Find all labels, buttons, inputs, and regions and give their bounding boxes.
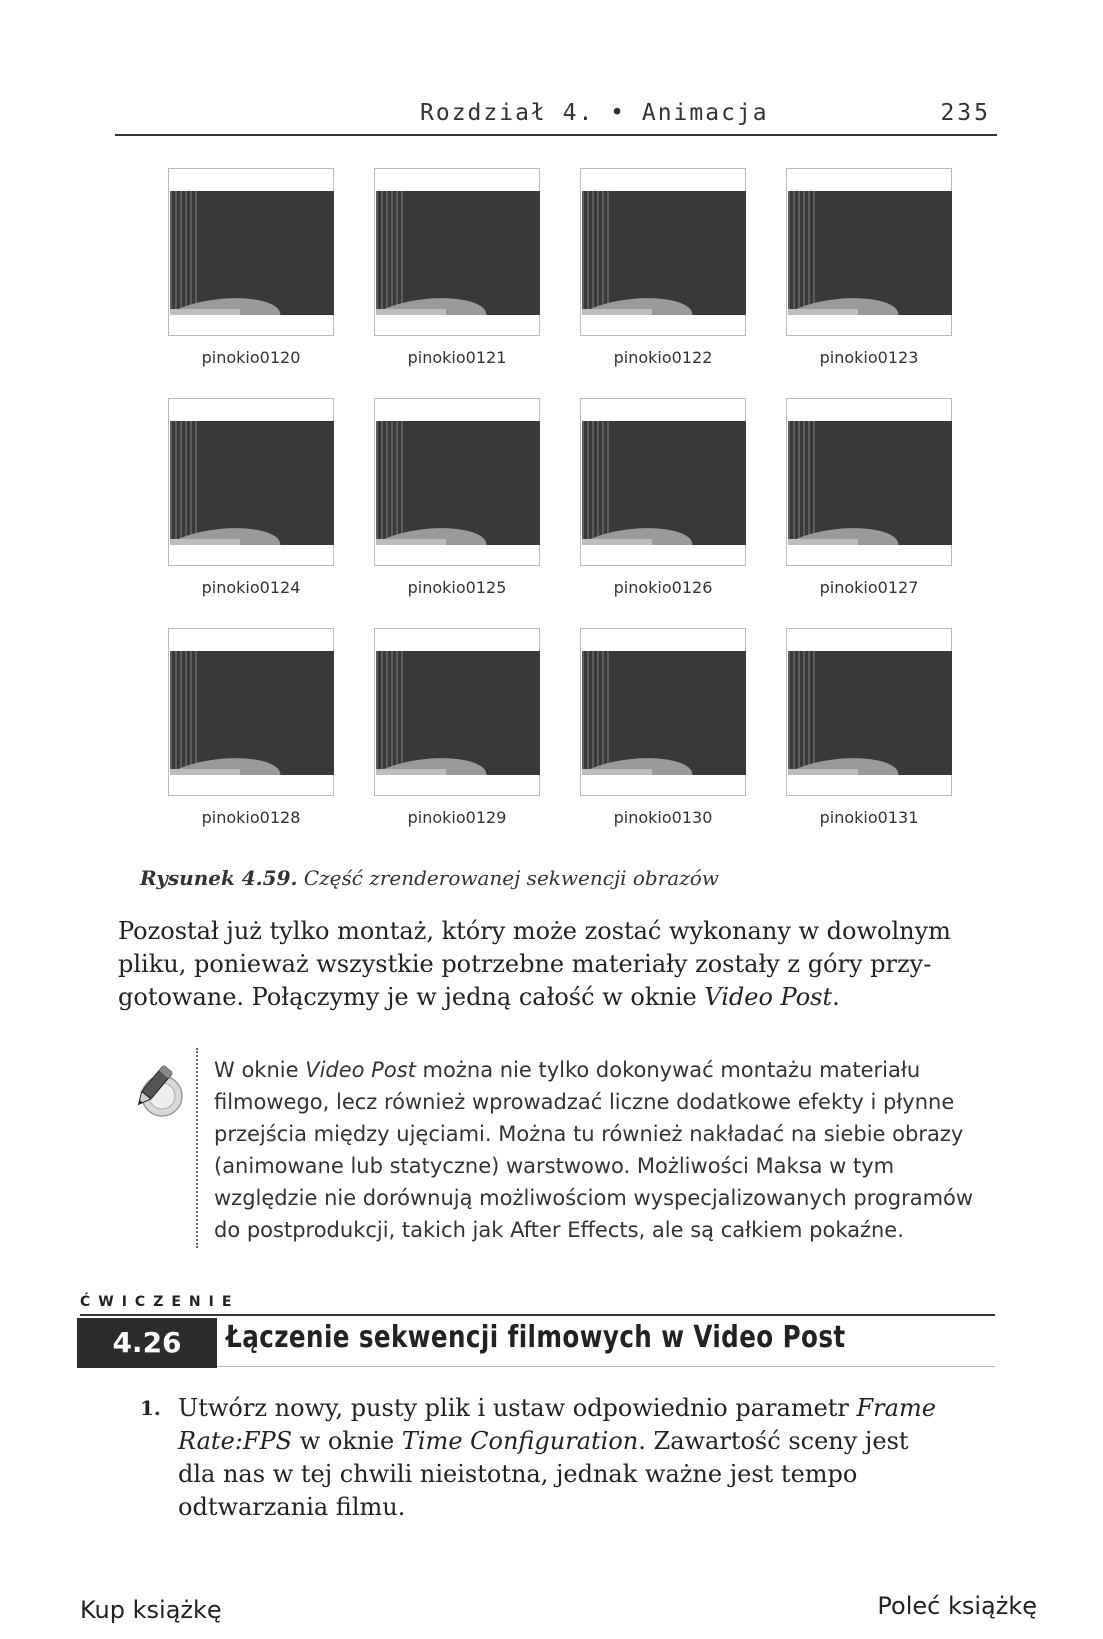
frame-label: pinokio0127: [819, 578, 919, 597]
frame-label: pinokio0130: [613, 808, 713, 827]
rendered-image: [582, 421, 746, 545]
page-number: 235: [940, 100, 991, 126]
frame-thumbnail: [786, 398, 952, 566]
image-detail: [376, 191, 406, 315]
image-detail: [582, 539, 652, 545]
rendered-image: [170, 421, 334, 545]
paragraph-line: [118, 981, 998, 1014]
image-detail: [376, 309, 446, 315]
exercise-title-underline: [217, 1366, 995, 1367]
image-detail: [582, 651, 612, 775]
exercise-rule: [80, 1314, 995, 1316]
exercise-number-box: [77, 1318, 217, 1368]
frame-label: pinokio0131: [819, 808, 919, 827]
image-detail: [788, 309, 858, 315]
rendered-image: [170, 651, 334, 775]
paragraph-line: Pozostał już tylko montaż, który może zostać wykonany w dowolnym: [118, 917, 951, 945]
chapter-title: Rozdział 4. • Animacja: [420, 100, 769, 126]
image-detail: [582, 191, 612, 315]
frame-thumbnail: [168, 168, 334, 336]
note-line: do postprodukcji, takich jak After Effects, ale są całkiem pokaźne.: [214, 1218, 904, 1242]
image-detail: [376, 769, 446, 775]
frame-label: pinokio0120: [201, 348, 301, 367]
step-line: [178, 1425, 978, 1458]
paragraph-text: gotowane. Połączymy je w jedną całość w oknie: [118, 983, 705, 1011]
frame-thumbnail: [580, 168, 746, 336]
image-detail: [788, 539, 858, 545]
frame-label: pinokio0122: [613, 348, 713, 367]
frame-thumbnail: [580, 628, 746, 796]
body-paragraph: [118, 915, 998, 1014]
frame-label: pinokio0123: [819, 348, 919, 367]
video-post-term: Video Post: [704, 983, 833, 1011]
note-line: przejścia między ujęciami. Można tu również nakładać na siebie obrazy: [214, 1122, 964, 1146]
image-detail: [170, 309, 240, 315]
frame-thumbnail: [168, 398, 334, 566]
rendered-image: [582, 191, 746, 315]
image-detail: [376, 539, 446, 545]
image-detail: [170, 651, 200, 775]
step-line: dla nas w tej chwili nieistotna, jednak ważne jest tempo: [178, 1460, 858, 1488]
step-text-span: Utwórz nowy, pusty plik i ustaw odpowiednio parametr: [178, 1394, 857, 1422]
rendered-image: [582, 651, 746, 775]
note-line: filmowego, lecz również wprowadzać liczne dodatkowe efekty i płynne: [214, 1090, 955, 1114]
frame-thumbnail: [786, 628, 952, 796]
image-detail: [170, 421, 200, 545]
rate-fps-term: Rate:FPS: [178, 1427, 293, 1455]
frame-thumbnail: [580, 398, 746, 566]
step-line: [178, 1392, 978, 1425]
note-line: [214, 1054, 996, 1086]
note-line: względzie nie dorównują możliwościom wyspecjalizowanych programów: [214, 1186, 974, 1210]
frame-label: pinokio0121: [407, 348, 507, 367]
rendered-image: [376, 651, 540, 775]
note-line: (animowane lub statyczne) warstwowo. Możliwości Maksa w tym: [214, 1154, 895, 1178]
image-detail: [170, 539, 240, 545]
frame-term: Frame: [856, 1394, 936, 1422]
image-detail: [582, 769, 652, 775]
image-detail: [170, 191, 200, 315]
exercise-number: 4.26: [112, 1326, 182, 1359]
note-text: [214, 1054, 996, 1246]
rendered-image: [788, 421, 952, 545]
frame-thumbnail: [374, 628, 540, 796]
paragraph-line: pliku, ponieważ wszystkie potrzebne materiały zostały z góry przy-: [118, 950, 932, 978]
buy-book-link[interactable]: Kup książkę: [80, 1596, 222, 1624]
image-detail: [376, 651, 406, 775]
frame-thumbnail: [374, 398, 540, 566]
figure-caption: [140, 866, 719, 890]
rendered-image: [376, 421, 540, 545]
step-text-span: w oknie: [292, 1427, 402, 1455]
frame-thumbnail: [168, 628, 334, 796]
caption-text: Część zrenderowanej sekwencji obrazów: [303, 866, 719, 890]
frame-label: pinokio0128: [201, 808, 301, 827]
note-text-span: W oknie: [214, 1058, 306, 1082]
paragraph-text: .: [832, 983, 840, 1011]
time-configuration-term: Time Configuration: [401, 1427, 639, 1455]
exercise-title: Łączenie sekwencji filmowych w Video Post: [226, 1320, 846, 1355]
caption-number: Rysunek 4.59.: [140, 866, 298, 890]
pencil-note-icon: [128, 1060, 186, 1118]
step-text-span: . Zawartość sceny jest: [638, 1427, 909, 1455]
image-detail: [170, 769, 240, 775]
note-text-span: można nie tylko dokonywać montażu materiału: [415, 1058, 921, 1082]
step-text: [178, 1392, 978, 1524]
image-detail: [788, 421, 818, 545]
rendered-image: [170, 191, 334, 315]
step-line: odtwarzania filmu.: [178, 1493, 406, 1521]
note-box: [196, 1048, 998, 1248]
video-post-term: Video Post: [305, 1058, 416, 1082]
frame-label: pinokio0124: [201, 578, 301, 597]
frame-thumbnail: [374, 168, 540, 336]
frame-thumbnail: [786, 168, 952, 336]
exercise-label: ĆWICZENIE: [80, 1294, 240, 1310]
frame-label: pinokio0125: [407, 578, 507, 597]
image-detail: [582, 309, 652, 315]
rendered-image: [788, 191, 952, 315]
rendered-image: [376, 191, 540, 315]
recommend-book-link[interactable]: Poleć książkę: [877, 1592, 1037, 1620]
image-detail: [788, 191, 818, 315]
image-detail: [582, 421, 612, 545]
rendered-image: [788, 651, 952, 775]
image-detail: [376, 421, 406, 545]
image-detail: [788, 651, 818, 775]
image-detail: [788, 769, 858, 775]
page-header: [115, 96, 997, 136]
frame-label: pinokio0126: [613, 578, 713, 597]
frame-label: pinokio0129: [407, 808, 507, 827]
step-number: 1.: [140, 1396, 161, 1420]
